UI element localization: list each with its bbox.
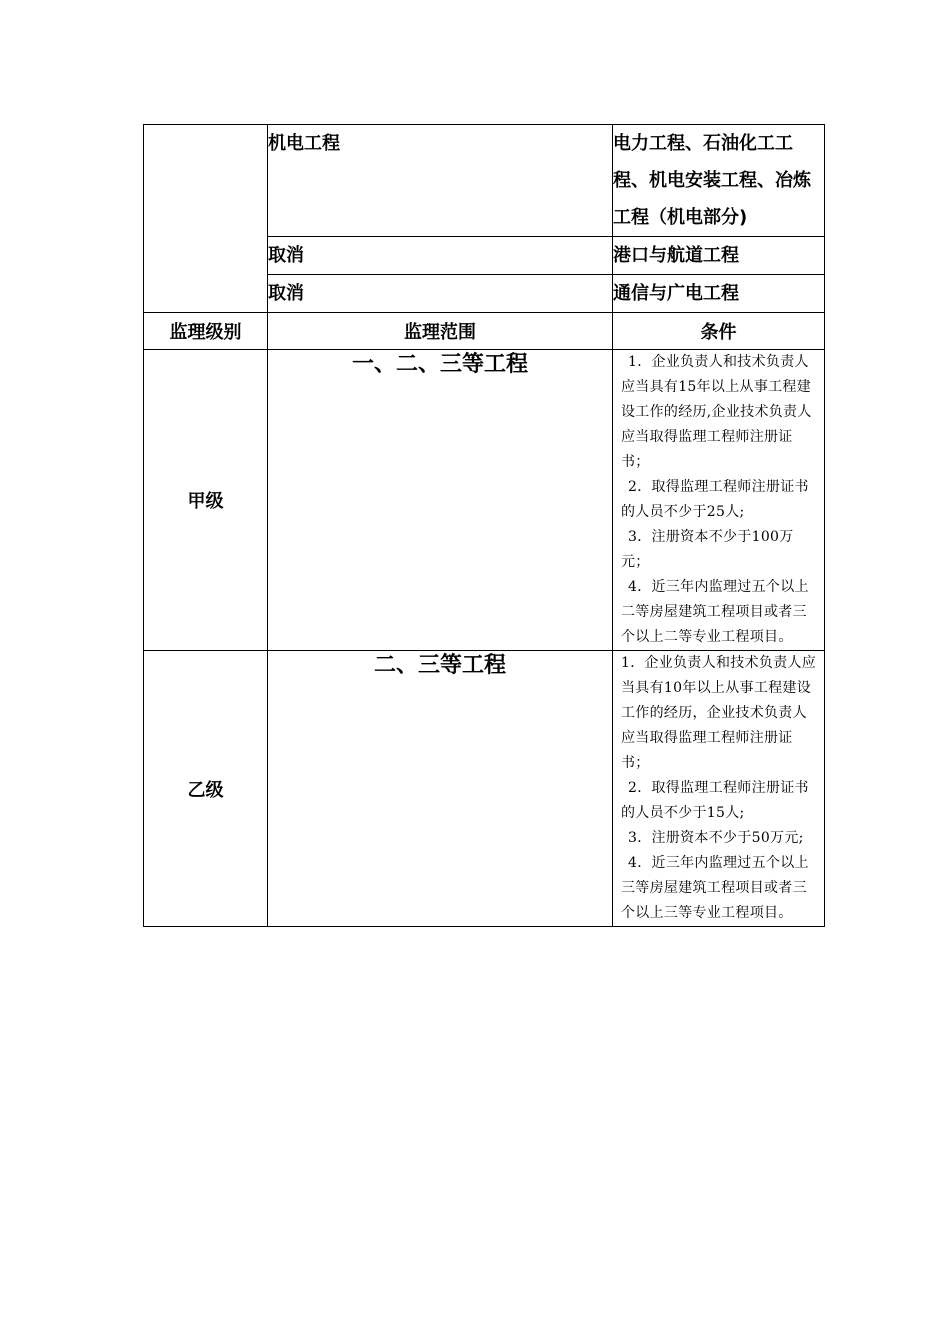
grade-b-scope: 二、三等工程 [268, 651, 613, 927]
scope-cell: 机电工程 [268, 125, 613, 237]
header-scope: 监理范围 [268, 313, 613, 350]
grade-a-conditions [613, 350, 825, 651]
qualification-table [143, 124, 825, 927]
condition-item: 3．注册资本不少于50万元; [628, 830, 804, 846]
grade-b-conditions [613, 651, 825, 927]
condition-item: 4．近三年内监理过五个以上二等房屋建筑工程项目或者三个以上二等专业工程项目。 [621, 579, 809, 645]
condition-item: 3．注册资本不少于100万元； [621, 529, 794, 570]
grade-b-level: 乙级 [144, 651, 268, 927]
empty-level-cell [144, 125, 268, 313]
table-header-row [144, 313, 825, 350]
table-row-grade-b [144, 651, 825, 927]
condition-item: 1．企业负责人和技术负责人应当具有10年以上从事工程建设工作的经历，企业技术负责人应当取得监理工程师注册证书； [621, 655, 817, 771]
grade-a-level: 甲级 [144, 350, 268, 651]
table-row-grade-a [144, 350, 825, 651]
grade-a-scope: 一、二、三等工程 [268, 350, 613, 651]
header-conditions: 条件 [613, 313, 825, 350]
scope-cell: 取消 [268, 275, 613, 313]
category-cell: 通信与广电工程 [613, 275, 825, 313]
condition-item: 1．企业负责人和技术负责人应当具有15年以上从事工程建设工作的经历,企业技术负责人应当取得监理工程师注册证书； [621, 354, 812, 470]
category-cell: 电力工程、石油化工工程、机电安装工程、冶炼工程（机电部分) [613, 125, 825, 237]
table-row [144, 125, 825, 237]
category-cell: 港口与航道工程 [613, 237, 825, 275]
scope-cell: 取消 [268, 237, 613, 275]
condition-item: 4．近三年内监理过五个以上三等房屋建筑工程项目或者三个以上三等专业工程项目。 [621, 855, 809, 921]
condition-item: 2．取得监理工程师注册证书的人员不少于15人; [621, 780, 809, 821]
header-level: 监理级别 [144, 313, 268, 350]
condition-item: 2．取得监理工程师注册证书的人员不少于25人; [621, 479, 809, 520]
